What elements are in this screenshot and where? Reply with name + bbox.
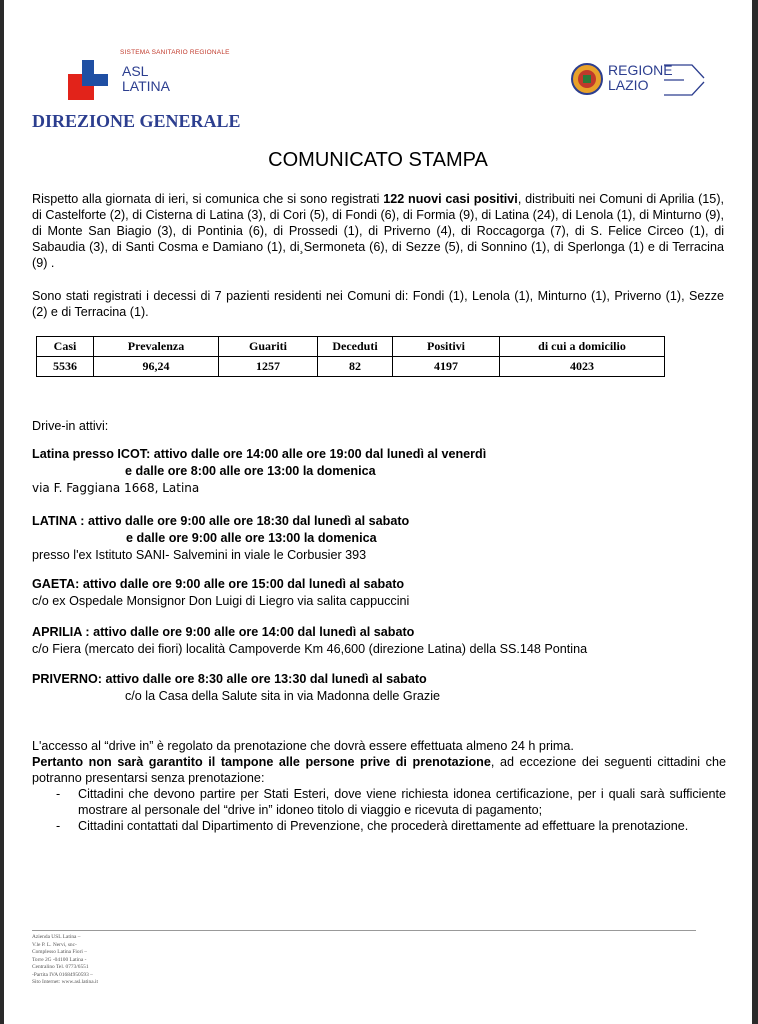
drive-in-gaeta: GAETA: attivo dalle ore 9:00 alle ore 15:00 dal lunedì al sabato c/o ex Ospedale Monsignor Don Luigi di Liegro via salita cappuccini [32, 577, 410, 608]
table-header-row: Casi Prevalenza Guariti Deceduti Positivi di cui a domicilio [37, 337, 665, 357]
drive-in-heading: Drive-in attivi: [32, 419, 109, 433]
regione-lazio-logo: REGIONE LAZIO [570, 60, 710, 100]
regione-emblem-icon [570, 62, 604, 96]
document-page [4, 0, 752, 1024]
asl-name: ASL LATINA [122, 63, 170, 94]
footer-address: Azienda USL Latina – V.le P. L. Nervi, snc- Complesso Latina Fiori – Torre 2G -04100 Latina - Centralino Tel. 0773/6551 -Partita IVA 01684950593 – Sito Internet: www.asl.latina.it [32, 934, 98, 985]
drive-in-aprilia: APRILIA : attivo dalle ore 9:00 alle ore 14:00 dal lunedì al sabato c/o Fiera (mercato dei fiori) località Campoverde Km 46,600 (direzione Latina) della SS.148 Pontina [32, 625, 588, 656]
footer-divider [32, 930, 696, 931]
exceptions-list [32, 786, 726, 834]
document-title: COMUNICATO STAMPA [268, 149, 488, 171]
stats-table [36, 336, 665, 377]
drive-in-latina-sani: LATINA : attivo dalle ore 9:00 alle ore 18:30 dal lunedì al sabato e dalle ore 9:00 alle ore 13:00 la domenica presso l'ex Istituto SANI- Salvemini in viale le Corbusier 393 [32, 514, 410, 562]
paragraph-new-cases: Rispetto alla giornata di ieri, si comunica che si sono registrati 122 nuovi casi positivi, distribuiti nei Comuni di Aprilia (15), di Castelforte (2), di Cisterna di Latina (3), di Cori (5), di Fondi (6), di Formia (9), di Latina (24), di Lenola (1), di Minturno (9), di Monte San Biagio (3), di Pontinia (6), di Prossedi (1), di Priverno (4), di Roccagorga (7), di S. Felice Circeo (1), di Sabaudia (3), di Santi Cosma e Damiano (1), di¸Sermoneta (6), di Sezze (5), di Sonnino (1), di Sperlonga (1) e di Terracina (9) . [32, 192, 725, 270]
regione-stripes-icon [664, 62, 706, 98]
table-row: 5536 96,24 1257 82 4197 4023 [37, 357, 665, 377]
list-item: - Cittadini contattati dal Dipartimento di Prevenzione, che procederà direttamente ad effettuare la prenotazione. [78, 818, 726, 834]
drive-in-priverno: PRIVERNO: attivo dalle ore 8:30 alle ore 13:30 dal lunedì al sabato c/o la Casa della Salute sita in via Madonna delle Grazie [32, 672, 441, 703]
paragraph-deaths: Sono stati registrati i decessi di 7 pazienti residenti nei Comuni di: Fondi (1), Lenola (1), Minturno (1), Priverno (1), Sezze (2) e di Terracina (1). [32, 289, 724, 319]
direzione-heading: DIREZIONE GENERALE [32, 111, 241, 131]
asl-cross-logo-icon [68, 60, 108, 100]
list-item: - Cittadini che devono partire per Stati Esteri, dove viene richiesta idonea certificazione, per i quali sarà sufficiente mostrare al personale del “drive in” idoneo titolo di viaggio e ricevuta di pagamento; [78, 786, 726, 818]
booking-notes: L'accesso al “drive in” è regolato da prenotazione che dovrà essere effettuata almeno 24 h prima. Pertanto non sarà garantito il tampone alle persone prive di prenotazione, ad eccezione dei seguenti cittadini che potranno presentarsi senza prenotazione: - Cittadini che devono partire per Stati Esteri, dove viene richiesta idonea certificazione, per i quali sarà sufficiente mostrare al personale del “drive in” idoneo titolo di viaggio e ricevuta di pagamento; - Cittadini contattati dal Dipartimento di Prevenzione, che procederà direttamente ad effettuare la prenotazione. [32, 738, 726, 834]
drive-in-latina-icot: Latina presso ICOT: attivo dalle ore 14:00 alle ore 19:00 dal lunedì al venerdì e dalle ore 8:00 alle ore 13:00 la domenica via F. Faggiana 1668, Latina [32, 447, 487, 495]
asl-subtitle: SISTEMA SANITARIO REGIONALE [120, 49, 230, 56]
